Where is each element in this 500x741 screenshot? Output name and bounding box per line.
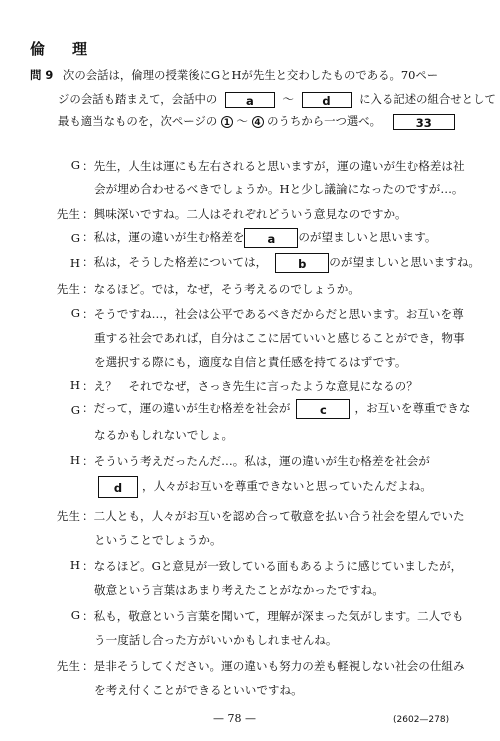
- dialogue-line: 重する社会であれば，自分はここに居ていいと感じることができ，物事: [94, 331, 465, 345]
- speaker-h: H: [69, 378, 80, 392]
- blank-box-d: d: [98, 476, 138, 498]
- exam-code: (2602—278): [393, 715, 450, 725]
- blank-box-b: b: [275, 253, 329, 273]
- page-number: — 78 —: [213, 712, 256, 725]
- dialogue-text: のが望ましいと思います。: [298, 230, 437, 244]
- dialogue-line: 敬意という言葉はあまり考えたことがなかったですね。: [94, 583, 384, 597]
- dialogue-line: う一度話し合った方がいいかもしれませんね。: [94, 633, 338, 647]
- dialogue-line: ：二人とも，人々がお互いを認め合って敬意を払い合う社会を望んでいた: [82, 509, 465, 523]
- dialogue-line: ：興味深いですね。二人はそれぞれどういう意見なのですか。: [82, 207, 407, 221]
- tilde: 〜: [282, 92, 294, 106]
- speaker-teacher: 先生: [56, 509, 80, 523]
- speaker-teacher: 先生: [56, 207, 80, 221]
- dialogue-text: のが望ましいと思いますね。: [329, 255, 481, 269]
- question-text-2b: に入る記述の組合せとして: [359, 92, 496, 106]
- question-text-3a: 最も適当なものを，次ページの: [58, 114, 218, 128]
- speaker-g: G: [70, 231, 80, 245]
- dialogue-line: ：私も，敬意という言葉を聞いて，理解が深まった気がします。二人でも: [82, 609, 464, 623]
- speaker-g: G: [70, 608, 80, 622]
- dialogue-line-with-blank: [82, 228, 437, 248]
- dialogue-line: ：先生，人生は運にも左右されると思いますが，運の違いが生む格差は社: [82, 159, 465, 173]
- speaker-h: H: [69, 256, 80, 270]
- dialogue-line: ：是非そうしてください。運の違いも努力の差も軽視しない社会の仕組み: [82, 659, 465, 673]
- section-title: 倫 理: [30, 40, 94, 58]
- dialogue-text: ：私は，運の違いが生む格差を: [82, 230, 245, 244]
- circled-option-4: 4: [252, 116, 264, 128]
- dialogue-line: ：なるほど。では，なぜ，そう考えるのでしょうか。: [82, 282, 360, 296]
- dialogue-line: ：なるほど。Gと意見が一致している面もあるように感じていましたが，: [82, 559, 463, 573]
- dialogue-line-with-blank: [82, 253, 480, 273]
- speaker-g: G: [70, 306, 80, 320]
- speaker-h: H: [69, 453, 80, 467]
- dialogue-line: ということでしょうか。: [94, 533, 222, 547]
- dialogue-text: ：私は，そうした格差については，: [82, 255, 268, 269]
- speaker-g: G: [70, 158, 80, 172]
- dialogue-line: なるかもしれないでしょ。: [94, 428, 234, 442]
- dialogue-line: を選択する際にも，適度な自信と責任感を持てるはずです。: [94, 355, 407, 369]
- dialogue-line-with-blank: [98, 476, 432, 498]
- dialogue-line-with-blank: [82, 399, 470, 419]
- speaker-h: H: [69, 558, 80, 572]
- answer-box: 33: [393, 114, 455, 130]
- blank-box-d: d: [302, 92, 352, 108]
- dialogue-text: ，お互いを尊重できな: [354, 401, 471, 415]
- range-sep: 〜: [236, 114, 248, 128]
- question-line-3: [58, 110, 455, 132]
- blank-box-a: a: [244, 228, 298, 248]
- question-line-1: [30, 64, 438, 86]
- dialogue-text: ：だって，運の違いが生む格差を社会が: [82, 401, 291, 415]
- question-text-2a: ジの会話も踏まえて，会話中の: [58, 92, 218, 106]
- question-number: 問 9: [30, 68, 54, 82]
- speaker-teacher: 先生: [56, 659, 80, 673]
- dialogue-line: ：そうですね…，社会は公平であるべきだからだと思います。お互いを尊: [82, 307, 464, 321]
- question-line-2: [58, 88, 496, 110]
- circled-option-1: 1: [221, 116, 233, 128]
- question-text-1: 次の会話は，倫理の授業後にGとHが先生と交わしたものである。70ペー: [62, 68, 439, 82]
- question-text-3b: のうちから一つ選べ。: [267, 114, 382, 128]
- dialogue-line: ：え？ それでなぜ，さっき先生に言ったような意見になるの？: [82, 379, 418, 393]
- dialogue-line: ：そういう考えだったんだ…。私は，運の違いが生む格差を社会が: [82, 454, 430, 468]
- speaker-teacher: 先生: [56, 282, 80, 296]
- dialogue-line: 会が埋め合わせるべきでしょうか。Hと少し議論になったのですが…。: [94, 182, 464, 196]
- dialogue-line: を考え付くことができるといいですね。: [94, 683, 303, 697]
- dialogue-text: ，人々がお互いを尊重できないと思っていたんだよね。: [142, 479, 432, 493]
- blank-box-a: a: [225, 92, 275, 108]
- speaker-g: G: [70, 403, 80, 417]
- blank-box-c: c: [296, 399, 350, 419]
